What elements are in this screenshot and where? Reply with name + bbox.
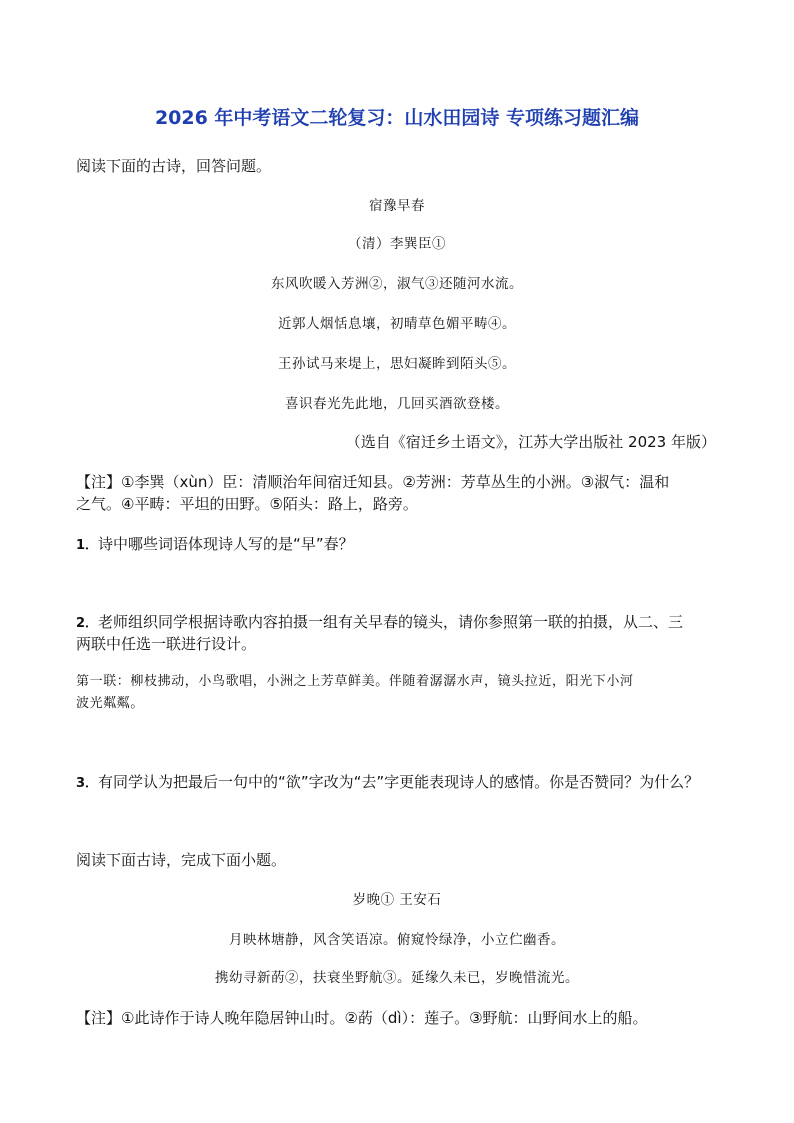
poem1-note-line-2: 之气。④平畴：平坦的田野。⑤陌头：路上，路旁。 bbox=[76, 495, 418, 513]
question-1-text: 诗中哪些词语体现诗人写的是“早”春？ bbox=[98, 535, 354, 553]
poem1-line-4: 喜识春光先此地，几回买酒欲登楼。 bbox=[285, 396, 509, 412]
poem1-line-1: 东风吹暖入芳洲②，淑气③还随河水流。 bbox=[271, 276, 523, 292]
question-3-text: 有同学认为把最后一句中的“欲”字改为“去”字更能表现诗人的感情。你是否赞同？为什么？ bbox=[98, 773, 700, 791]
example-line-2: 波光粼粼。 bbox=[76, 696, 145, 711]
question-1 bbox=[76, 534, 354, 556]
poem1-line-2: 近郭人烟恬息壤，初晴草色媚平畴④。 bbox=[278, 316, 516, 332]
page-title: 2026 年中考语文二轮复习：山水田园诗 专项练习题汇编 bbox=[154, 107, 640, 129]
section1-intro: 阅读下面的古诗，回答问题。 bbox=[76, 157, 272, 175]
question-2-line-1 bbox=[76, 612, 683, 634]
poem1-line-3: 王孙试马来堤上，思妇凝眸到陌头⑤。 bbox=[278, 356, 516, 372]
poem1-title: 宿豫早春 bbox=[369, 198, 425, 214]
section2-intro: 阅读下面古诗，完成下面小题。 bbox=[76, 851, 287, 869]
example-line-1: 第一联：柳枝拂动，小鸟歌唱，小洲之上芳草鲜美。伴随着潺潺水声，镜头拉近，阳光下小河 bbox=[76, 674, 634, 689]
question-3-number: 3． bbox=[76, 776, 99, 791]
question-1-number: 1． bbox=[76, 538, 99, 553]
question-3 bbox=[76, 772, 699, 794]
poem2-title: 岁晚① 王安石 bbox=[352, 892, 442, 908]
poem1-note-line-1: 【注】①李巽（xùn）臣：清顺治年间宿迁知县。②芳洲：芳草丛生的小洲。③淑气：温和 bbox=[76, 473, 670, 491]
poem2-line-2: 携幼寻新菂②，扶衰坐野航③。延缘久未已，岁晚惜流光。 bbox=[215, 970, 579, 986]
poem1-source: （选自《宿迁乡土语文》，江苏大学出版社 2023 年版） bbox=[345, 433, 716, 451]
poem2-line-1: 月映林塘静，风含笑语凉。俯窥怜绿净，小立伫幽香。 bbox=[229, 932, 565, 948]
poem2-note: 【注】①此诗作于诗人晚年隐居钟山时。②菂（dì）：莲子。③野航：山野间水上的船。 bbox=[76, 1009, 648, 1027]
question-2-text: 老师组织同学根据诗歌内容拍摄一组有关早春的镜头，请你参照第一联的拍摄，从二、三 bbox=[98, 613, 684, 631]
question-2-line-2: 两联中任选一联进行设计。 bbox=[76, 635, 257, 653]
question-2-number: 2． bbox=[76, 616, 99, 631]
poem1-author: （清）李巽臣① bbox=[348, 236, 446, 252]
